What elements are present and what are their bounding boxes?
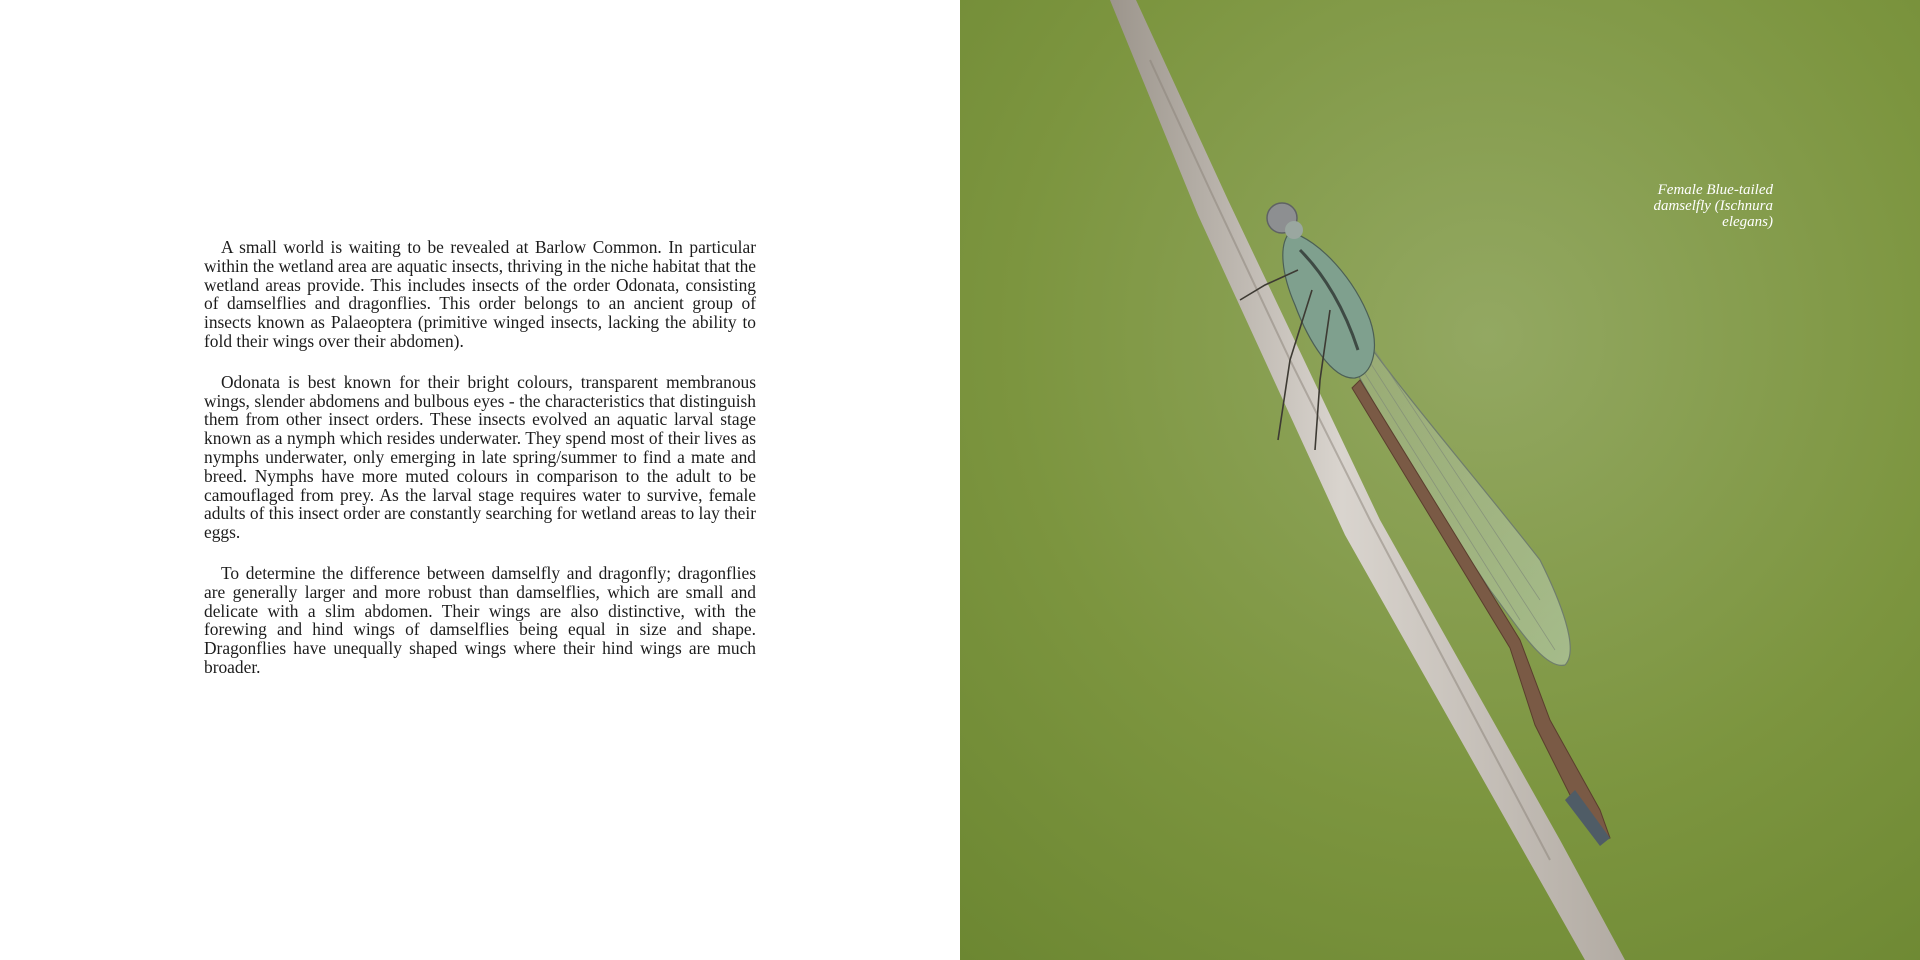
paragraph-3: To determine the difference between damselfly and dragonfly; dragonflies are generally larger and more robust than damselflies, which are small and delicate with a slim abdomen. Their wings are also distinctive, with the forewing and hind wings of damselflies being equal in size and shape. Dragonflies have unequally shaped wings where their hind wings are much broader. bbox=[204, 562, 756, 677]
damselfly-head bbox=[1285, 221, 1303, 239]
body-text bbox=[204, 238, 756, 699]
photo-caption: Female Blue-tailed damselfly (Ischnura elegans) bbox=[1653, 182, 1773, 230]
paragraph-2: Odonata is best known for their bright colours, transparent membranous wings, slender abdomens and bulbous eyes - the characteristics that distinguish them from other insect orders. These insects evolved an aquatic larval stage known as a nymph which resides underwater. They spend most of their lives as nymphs underwater, only emerging in late spring/summer to find a mate and breed. Nymphs have more muted colours in comparison to the adult to be camouflaged from prey. As the larval stage requires water to survive, female adults of this insect order are constantly searching for wetland areas to lay their eggs. bbox=[204, 371, 756, 543]
paragraph-1: A small world is waiting to be revealed at Barlow Common. In particular within the wetland area are aquatic insects, thriving in the niche habitat that the wetland areas provide. This includes insects of the order Odonata, consisting of damselflies and dragonflies. This order belongs to an ancient group of insects known as Palaeoptera (primitive winged insects, lacking the ability to fold their wings over their abdomen). bbox=[204, 237, 756, 351]
damselfly-photo bbox=[960, 0, 1920, 960]
right-page-photo bbox=[960, 0, 1920, 960]
